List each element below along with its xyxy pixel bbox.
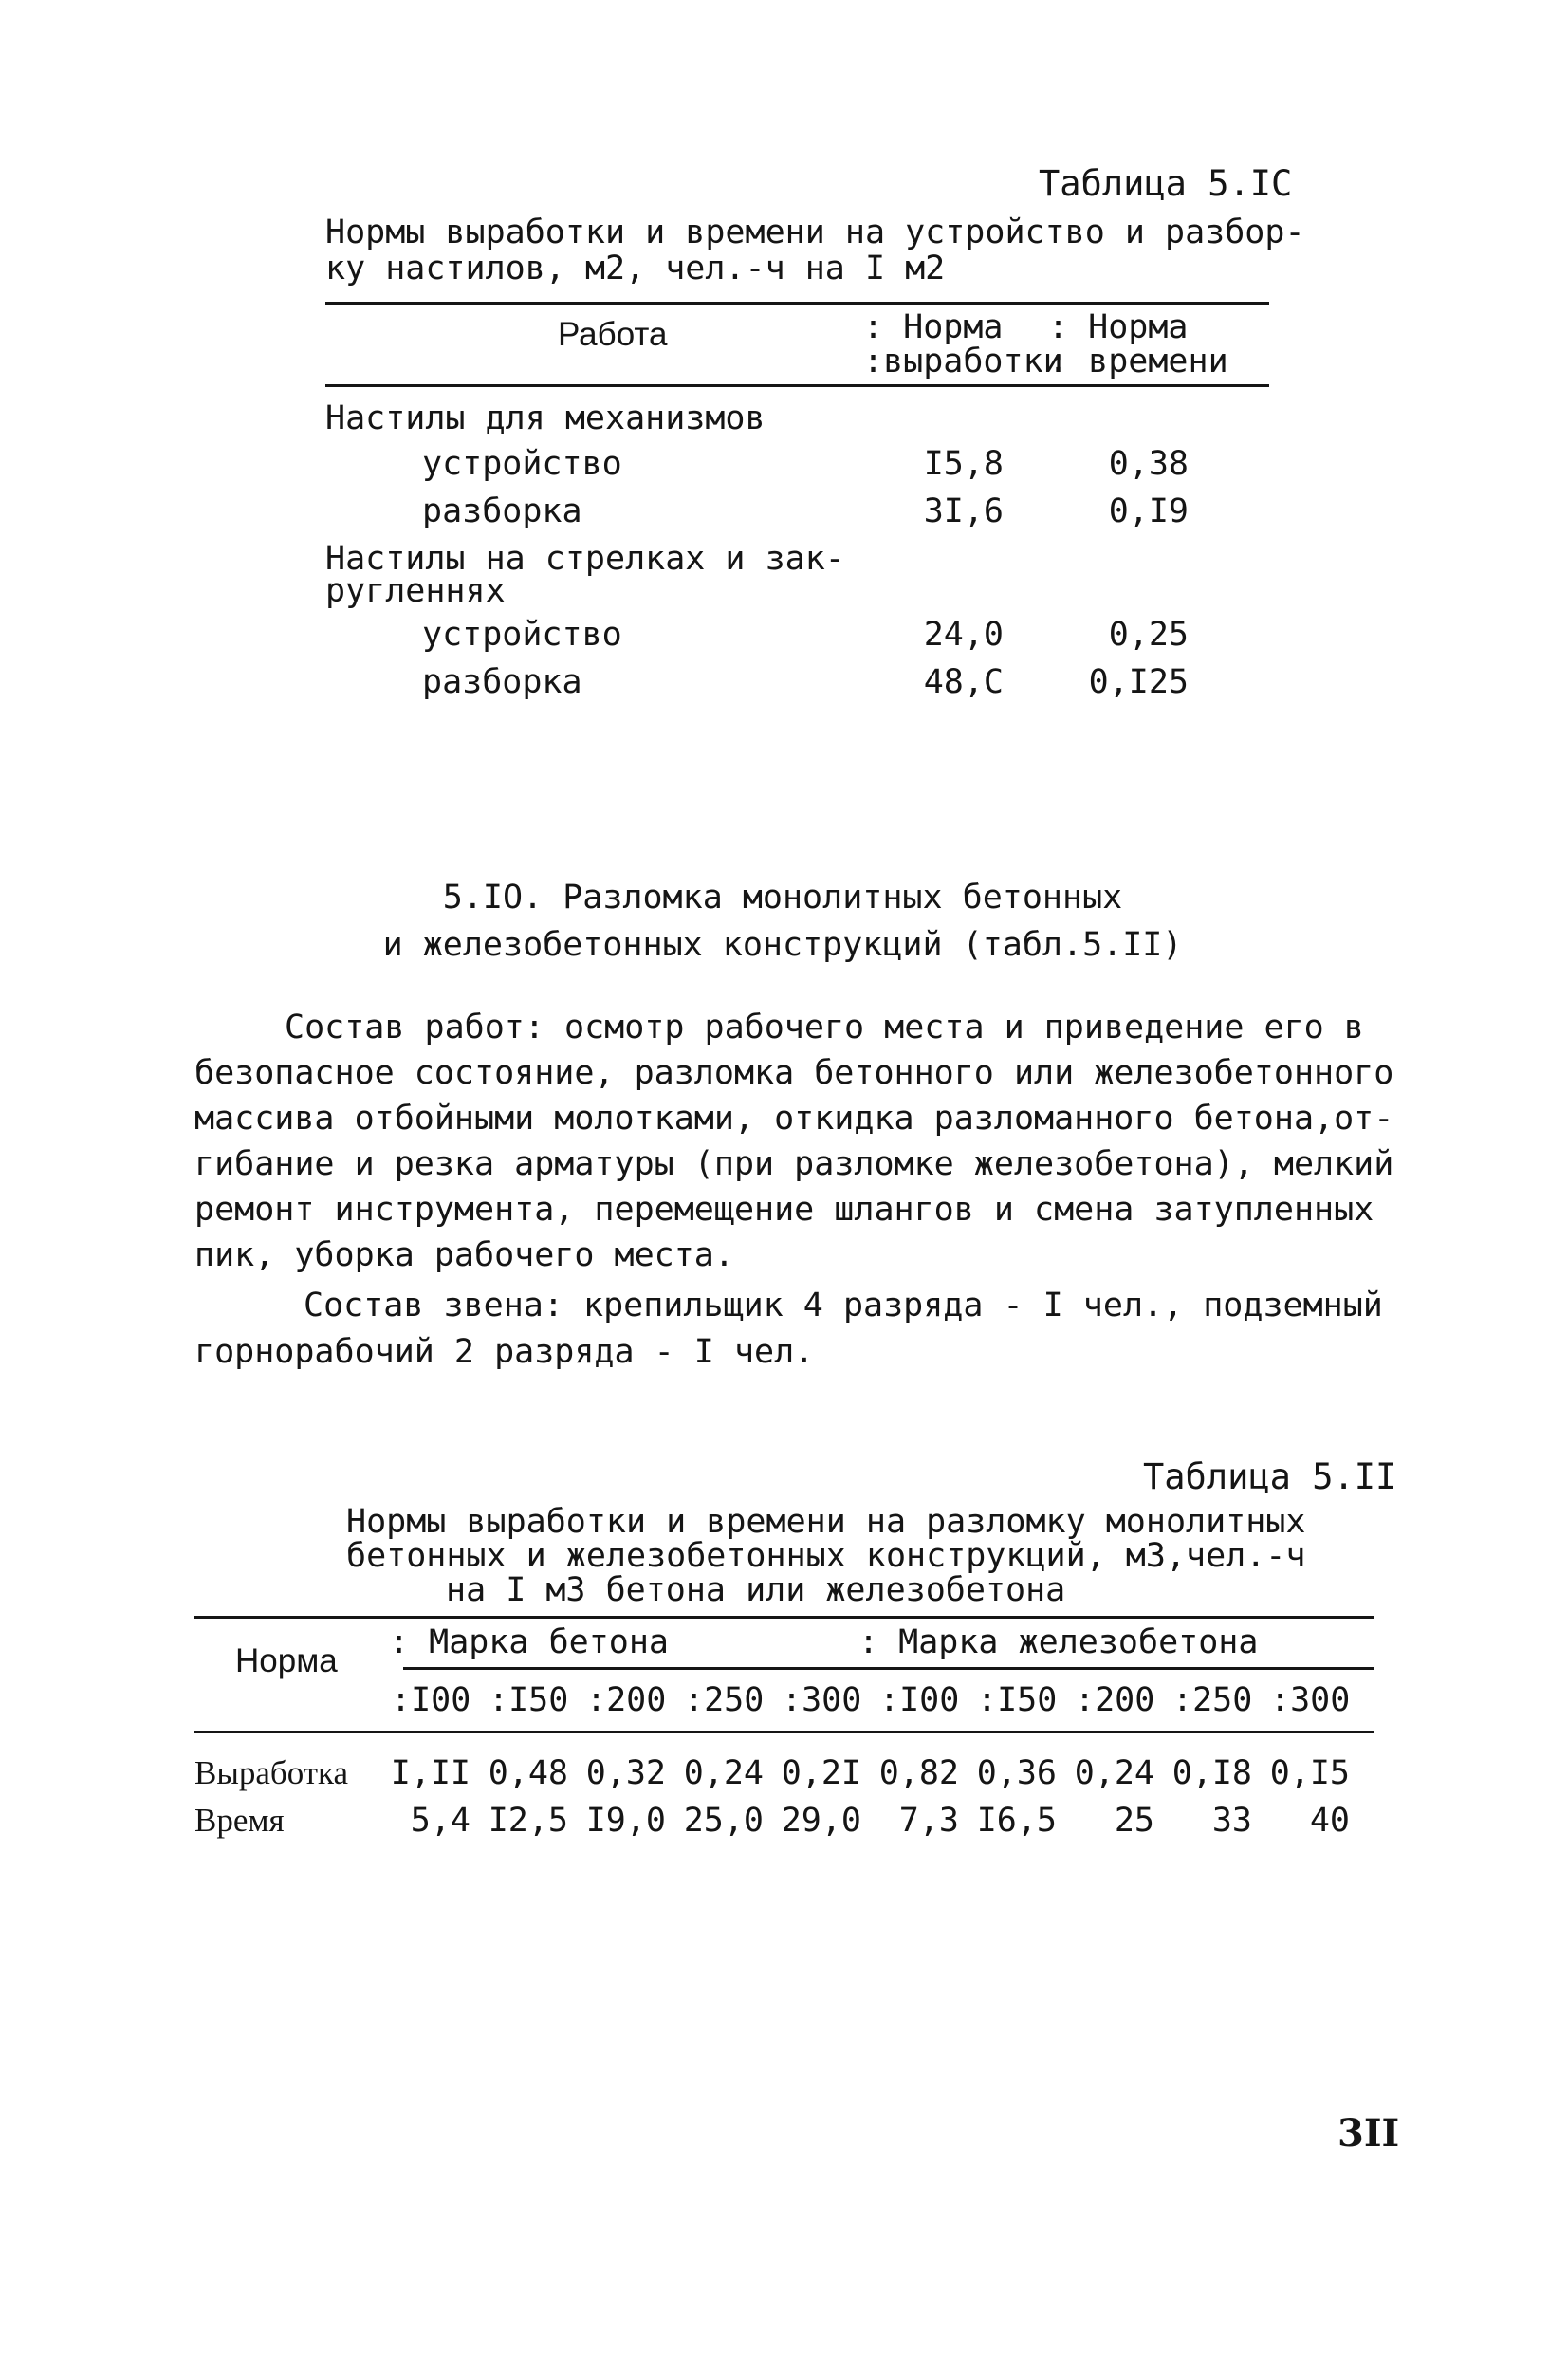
row-label: устройство: [422, 616, 622, 654]
table-label: Таблица 5.II: [1143, 1456, 1397, 1497]
row-output-value: 3I,6: [923, 492, 1004, 530]
table-caption-line-3: на I м3 бетона или железобетона: [446, 1571, 1066, 1609]
header-time-line-1: : Норма: [1048, 308, 1189, 346]
row-value: I6,5: [976, 1802, 1057, 1840]
group-header-concrete: : Марка бетона: [389, 1623, 670, 1661]
row-value: 0,32: [585, 1754, 666, 1792]
row-value: 40: [1309, 1802, 1350, 1840]
table-header-rule: [194, 1731, 1374, 1733]
row-label: Время: [194, 1802, 285, 1839]
row-value: 33: [1211, 1802, 1252, 1840]
page-number: 3II: [1337, 2111, 1400, 2156]
row-value: 5,4: [410, 1802, 470, 1840]
table-label: Таблица 5.IC: [1039, 163, 1293, 204]
grade-header: :I00: [391, 1681, 471, 1719]
row-time-value: 0,25: [1108, 616, 1189, 654]
row-value: 29,0: [781, 1802, 861, 1840]
paragraph-line: массива отбойными молотками, откидка разломанного бетона,от-: [194, 1100, 1394, 1138]
row-label: устройство: [422, 445, 622, 483]
row-label: разборка: [422, 663, 582, 701]
table-caption-line-1: Нормы выработки и времени на разломку монолитных: [346, 1503, 1306, 1541]
row-output-value: 48,C: [923, 663, 1004, 701]
table-caption-line-2: бетонных и железобетонных конструкций, м3,чел.-ч: [346, 1537, 1306, 1575]
row-value: 0,I8: [1171, 1754, 1252, 1792]
paragraph-line: гибание и резка арматуры (при разломке железобетона), мелкий: [194, 1145, 1394, 1183]
grade-header: :250: [684, 1681, 765, 1719]
norm-header: Норма: [235, 1642, 338, 1679]
table-caption-line-1: Нормы выработки и времени на устройство и разбор-: [325, 213, 1305, 251]
grade-header: :200: [1075, 1681, 1155, 1719]
table-top-rule: [194, 1616, 1374, 1619]
grade-header: :300: [1270, 1681, 1351, 1719]
row-label: Выработка: [194, 1754, 349, 1791]
row-time-value: 0,38: [1108, 445, 1189, 483]
row-time-value: 0,I25: [1088, 663, 1189, 701]
row-time-value: 0,I9: [1108, 492, 1189, 530]
row-label: разборка: [422, 492, 582, 530]
grade-header: :200: [586, 1681, 667, 1719]
group-row-label-continued: ругленнях: [325, 572, 506, 610]
grade-header: :300: [782, 1681, 862, 1719]
paragraph-line: ремонт инструмента, перемещение шлангов и смена затупленных: [194, 1191, 1374, 1229]
header-work: Работа: [558, 316, 668, 353]
row-value: 0,24: [1074, 1754, 1154, 1792]
row-value: 0,24: [683, 1754, 764, 1792]
section-title-line-2: и железобетонных конструкций (табл.5.II): [382, 926, 1183, 964]
row-value: I9,0: [585, 1802, 666, 1840]
grade-header: :I00: [879, 1681, 960, 1719]
row-output-value: 24,0: [923, 616, 1004, 654]
header-output-line-2: :выработки: [863, 343, 1063, 380]
row-value: 0,48: [488, 1754, 568, 1792]
paragraph-line: Состав работ: осмотр рабочего места и приведение его в: [285, 1009, 1364, 1047]
table-top-rule: [325, 302, 1269, 305]
group-header-reinforced-concrete: : Марка железобетона: [858, 1623, 1259, 1661]
header-time-line-2: : времени: [1048, 343, 1228, 380]
row-value: I,II: [390, 1754, 470, 1792]
grade-rule: [403, 1667, 1374, 1670]
grade-header: :250: [1172, 1681, 1253, 1719]
table-caption-line-2: ку настилов, м2, чел.-ч на I м2: [325, 250, 946, 287]
row-value: 7,3: [898, 1802, 959, 1840]
row-value: I2,5: [488, 1802, 568, 1840]
group-row-label: Настилы для механизмов: [325, 399, 766, 437]
header-output-line-1: : Норма: [863, 308, 1004, 346]
row-value: 25,0: [683, 1802, 764, 1840]
row-value: 0,36: [976, 1754, 1057, 1792]
row-value: 0,2I: [781, 1754, 861, 1792]
row-value: 25: [1114, 1802, 1154, 1840]
table-header-rule: [325, 384, 1269, 387]
row-output-value: I5,8: [923, 445, 1004, 483]
paragraph-line: безопасное состояние, разломка бетонного или железобетонного: [194, 1054, 1394, 1092]
section-title-line-1: 5.IO. Разломка монолитных бетонных: [442, 879, 1123, 917]
row-value: 0,I5: [1269, 1754, 1350, 1792]
grade-header: :I50: [489, 1681, 569, 1719]
paragraph-line: горнорабочий 2 разряда - I чел.: [194, 1333, 815, 1371]
group-row-label: Настилы на стрелках и зак-: [325, 540, 845, 578]
row-value: 0,82: [878, 1754, 959, 1792]
paragraph-line: Состав звена: крепильщик 4 разряда - I чел., подземный: [304, 1287, 1383, 1325]
grade-header: :I50: [977, 1681, 1058, 1719]
paragraph-line: пик, уборка рабочего места.: [194, 1236, 734, 1274]
